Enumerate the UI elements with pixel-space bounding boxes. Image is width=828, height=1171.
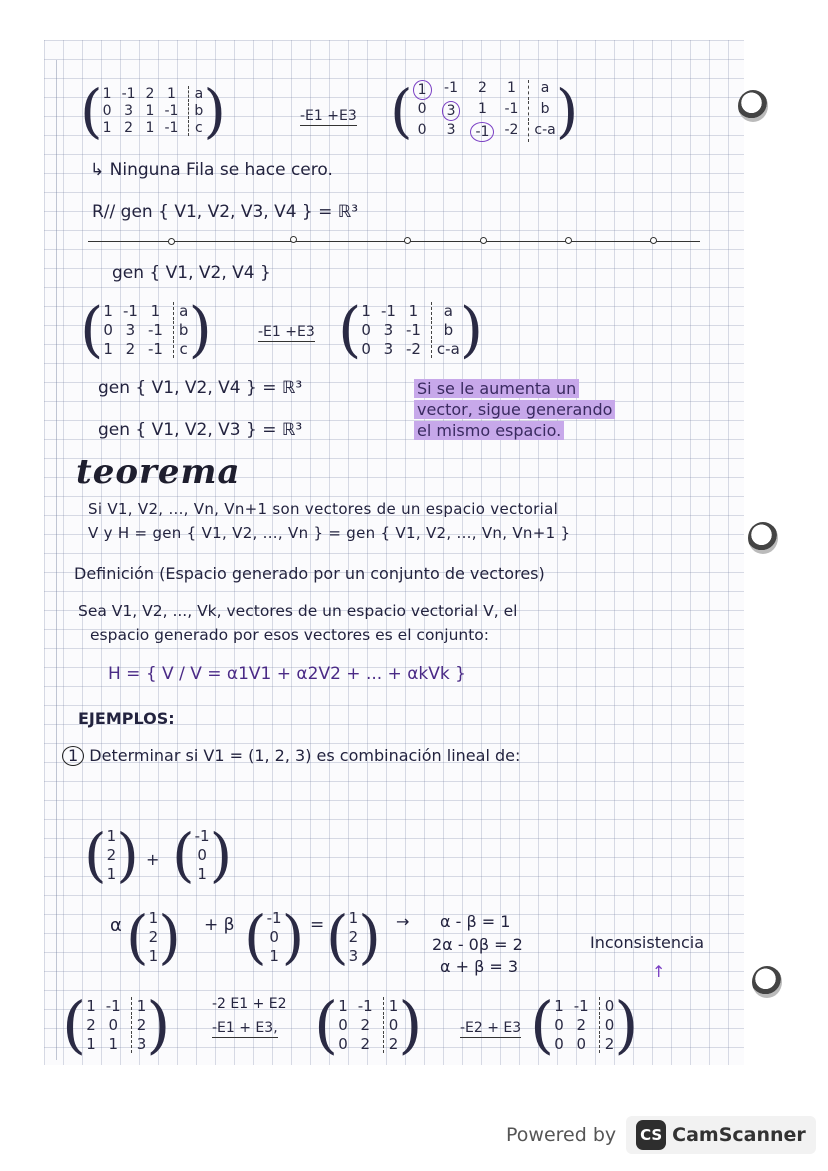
matrix-cell: -1 <box>573 997 589 1015</box>
matrix-cell: 1 <box>150 302 161 320</box>
matrix-cell: -1 <box>380 302 396 320</box>
matrix-cell: 2 <box>124 120 133 136</box>
matrix-cell: a <box>173 302 189 320</box>
matrix-cell: b <box>188 103 203 119</box>
matrix-cell: 2 <box>125 340 136 358</box>
separator-dot <box>565 237 572 244</box>
camscanner-logo-icon: CS <box>636 1120 666 1150</box>
matrix-cell: 3 <box>383 340 394 358</box>
matrix-cell: 1 <box>86 1035 96 1053</box>
matrix-cell: 2 <box>478 80 487 96</box>
matrix-cell: c-a <box>431 340 460 358</box>
matrix-cell: 2 <box>360 1035 370 1053</box>
matrix-cell: 1 <box>131 997 147 1015</box>
matrix-cell: -1 <box>470 122 494 142</box>
matrix-cell: 0 <box>197 846 207 864</box>
equals-sign: = <box>310 915 325 935</box>
matrix-bottom-3: ( 1 -1 0 0 2 0 0 0 2 ) <box>530 988 639 1061</box>
matrix-cell: c-a <box>528 122 555 142</box>
matrix-cell: 2 <box>348 928 359 946</box>
matrix-cell: c <box>188 120 203 136</box>
separator-dot <box>290 236 297 243</box>
matrix-cell: 2 <box>106 846 117 864</box>
matrix-cell: 2 <box>148 928 159 946</box>
matrix-cell: c <box>173 340 189 358</box>
vector-b: ( -1 0 1 ) <box>172 821 233 889</box>
matrix-cell: 0 <box>576 1035 586 1053</box>
inconsistencia-note: Inconsistencia <box>590 933 705 952</box>
powered-by-text: Powered by <box>506 1124 617 1146</box>
example-number: 1 <box>62 746 84 766</box>
matrix-cell: -1 <box>122 302 138 320</box>
matrix-cell: -1 <box>105 997 121 1015</box>
matrix-cell: a <box>188 86 203 102</box>
row-op-mid: -E1 +E3 <box>258 324 315 340</box>
vector-beta: ( -1 0 1 ) <box>244 903 305 971</box>
matrix-cell: 2 <box>86 1016 96 1034</box>
matrix-cell: -1 <box>164 103 179 119</box>
matrix-cell: 3 <box>131 1035 147 1053</box>
matrix-top-right: ( 1 -1 2 1 a 0 3 1 -1 b 0 3 -1 -2 c-a ) <box>390 77 579 145</box>
matrix-cell: -1 <box>504 101 519 117</box>
matrix-cell: 0 <box>102 103 112 119</box>
matrix-cell: 1 <box>103 340 113 358</box>
teorema-line-1: Si V1, V2, ..., Vn, Vn+1 son vectores de un espacio vectorial <box>88 500 559 518</box>
row-op-bottom-c: -E2 + E3 <box>460 1020 522 1036</box>
formula-h: H = { V / V = α1V1 + α2V2 + ... + αkVk } <box>108 664 466 684</box>
matrix-cell: 2 <box>131 1016 147 1034</box>
matrix-cell: 0 <box>103 321 113 339</box>
matrix-cell: 1 <box>148 909 159 927</box>
matrix-cell: a <box>528 80 555 100</box>
matrix-cell: 0 <box>383 1016 399 1034</box>
matrix-cell: 1 <box>108 1035 118 1053</box>
matrix-cell: 1 <box>86 997 96 1015</box>
matrix-cell: -1 <box>405 321 421 339</box>
implies-arrow: → <box>396 912 410 931</box>
matrix-mid-right: ( 1 -1 1 a 0 3 -1 b 0 3 -2 c-a ) <box>338 295 484 365</box>
matrix-cell: 0 <box>269 928 279 946</box>
plus-sign: + <box>146 850 160 869</box>
heading-teorema: teorema <box>76 452 241 492</box>
matrix-cell: b <box>431 321 460 339</box>
matrix-cell: 0 <box>338 1016 348 1034</box>
binder-hole-middle <box>748 522 778 554</box>
matrix-cell: 1 <box>413 80 432 100</box>
beta-term: + β <box>204 915 235 935</box>
vector-alpha: ( 1 2 1 ) <box>126 903 181 971</box>
matrix-cell: 1 <box>166 86 176 102</box>
system-eq-3: α + β = 3 <box>440 957 519 976</box>
note-gen-b: gen { V1, V2, V3 } = ℝ³ <box>98 420 303 440</box>
matrix-bottom-1: ( 1 -1 1 2 0 2 1 1 3 ) <box>62 988 171 1061</box>
separator-dot <box>168 238 175 245</box>
matrix-cell: 3 <box>383 321 394 339</box>
matrix-cell: 0 <box>554 1016 564 1034</box>
matrix-cell: b <box>528 101 555 121</box>
sea-line-2: espacio generado por esos vectores es el conjunto: <box>90 626 489 644</box>
matrix-cell: 3 <box>125 321 136 339</box>
matrix-cell: 1 <box>554 997 564 1015</box>
vector-rhs: ( 1 2 3 ) <box>326 903 381 971</box>
matrix-cell: 1 <box>148 947 159 965</box>
camscanner-badge <box>626 1116 816 1154</box>
matrix-cell: -1 <box>266 909 282 927</box>
matrix-cell: -2 <box>504 122 519 138</box>
matrix-cell: 2 <box>599 1035 615 1053</box>
separator-dot <box>404 237 411 244</box>
matrix-cell: 2 <box>383 1035 399 1053</box>
note-gen3: gen { V1, V2, V4 } <box>112 263 271 283</box>
scanner-footer <box>506 1116 816 1154</box>
note-rgen: R// gen { V1, V2, V3, V4 } = ℝ³ <box>92 202 359 222</box>
matrix-cell: 3 <box>442 101 461 121</box>
matrix-cell: 1 <box>102 120 112 136</box>
matrix-cell: -1 <box>164 120 179 136</box>
matrix-mid-left: ( 1 -1 1 a 0 3 -1 b 1 2 -1 c ) <box>80 295 212 365</box>
highlight-note: Si se le aumenta un vector, sigue generando el mismo espacio. <box>414 378 615 441</box>
binder-hole-bottom <box>752 966 782 998</box>
matrix-cell: -1 <box>194 827 210 845</box>
matrix-cell: 0 <box>361 321 371 339</box>
matrix-cell: 1 <box>106 827 117 845</box>
matrix-cell: 3 <box>348 947 359 965</box>
matrix-cell: -2 <box>405 340 421 358</box>
matrix-cell: 1 <box>102 86 112 102</box>
matrix-cell: 2 <box>360 1016 370 1034</box>
separator-dot <box>480 237 487 244</box>
matrix-cell: 2 <box>145 86 155 102</box>
matrix-cell: 0 <box>361 340 371 358</box>
separator-dot <box>650 237 657 244</box>
matrix-cell: 1 <box>106 865 117 883</box>
matrix-cell: -1 <box>121 86 136 102</box>
teorema-line-2: V y H = gen { V1, V2, ..., Vn } = gen { V1, V2, ..., Vn, Vn+1 } <box>88 524 571 542</box>
matrix-cell: 0 <box>338 1035 348 1053</box>
matrix-top-left: ( 1 -1 2 1 a 0 3 1 -1 b 1 2 1 -1 c ) <box>80 77 226 145</box>
matrix-cell: 1 <box>408 302 419 320</box>
ejemplo-1: 1 Determinar si V1 = (1, 2, 3) es combinación lineal de: <box>62 746 520 766</box>
ejemplos-heading: EJEMPLOS: <box>78 709 175 728</box>
arrow-up-icon: ↑ <box>652 962 666 981</box>
row-op-top: -E1 +E3 <box>300 108 357 124</box>
matrix-cell: 1 <box>478 101 487 117</box>
matrix-cell: -1 <box>147 340 163 358</box>
matrix-cell: 1 <box>338 997 348 1015</box>
matrix-cell: 0 <box>417 101 427 117</box>
camscanner-brand: CamScanner <box>672 1124 806 1146</box>
note-ninguna: ↳ Ninguna Fila se hace cero. <box>90 160 333 180</box>
matrix-cell: a <box>431 302 460 320</box>
definicion-title: Definición (Espacio generado por un conjunto de vectores) <box>74 564 545 583</box>
separator-line <box>88 241 700 242</box>
matrix-cell: 1 <box>383 997 399 1015</box>
matrix-cell: 1 <box>506 80 516 96</box>
matrix-cell: -1 <box>444 80 458 96</box>
matrix-cell: 3 <box>124 103 133 119</box>
matrix-cell: -1 <box>147 321 163 339</box>
matrix-cell: 3 <box>446 122 456 138</box>
sea-line-1: Sea V1, V2, ..., Vk, vectores de un espacio vectorial V, el <box>78 602 518 620</box>
matrix-cell: 1 <box>197 865 207 883</box>
note-gen-a: gen { V1, V2, V4 } = ℝ³ <box>98 378 303 398</box>
matrix-cell: 0 <box>108 1016 118 1034</box>
matrix-cell: 0 <box>599 1016 615 1034</box>
matrix-bottom-2: ( 1 -1 1 0 2 0 0 2 2 ) <box>314 988 423 1061</box>
system-eq-1: α - β = 1 <box>440 912 511 931</box>
matrix-cell: 1 <box>348 909 359 927</box>
row-op-bottom-b: -E1 + E3, <box>212 1020 278 1036</box>
alpha-symbol: α <box>110 915 122 936</box>
binder-hole-top <box>738 90 768 122</box>
matrix-cell: 1 <box>103 302 113 320</box>
matrix-cell: -1 <box>357 997 373 1015</box>
matrix-cell: 0 <box>554 1035 564 1053</box>
matrix-cell: 0 <box>417 122 427 138</box>
matrix-cell: 1 <box>361 302 371 320</box>
page-margin-line <box>56 60 57 1060</box>
matrix-cell: 0 <box>599 997 615 1015</box>
system-eq-2: 2α - 0β = 2 <box>432 935 523 954</box>
matrix-cell: 1 <box>145 120 155 136</box>
row-op-bottom-a: -2 E1 + E2 <box>212 996 287 1012</box>
matrix-cell: 2 <box>576 1016 586 1034</box>
matrix-cell: 1 <box>269 947 279 965</box>
matrix-cell: b <box>173 321 189 339</box>
matrix-cell: 1 <box>145 103 155 119</box>
vector-a: ( 1 2 1 ) <box>84 821 139 889</box>
